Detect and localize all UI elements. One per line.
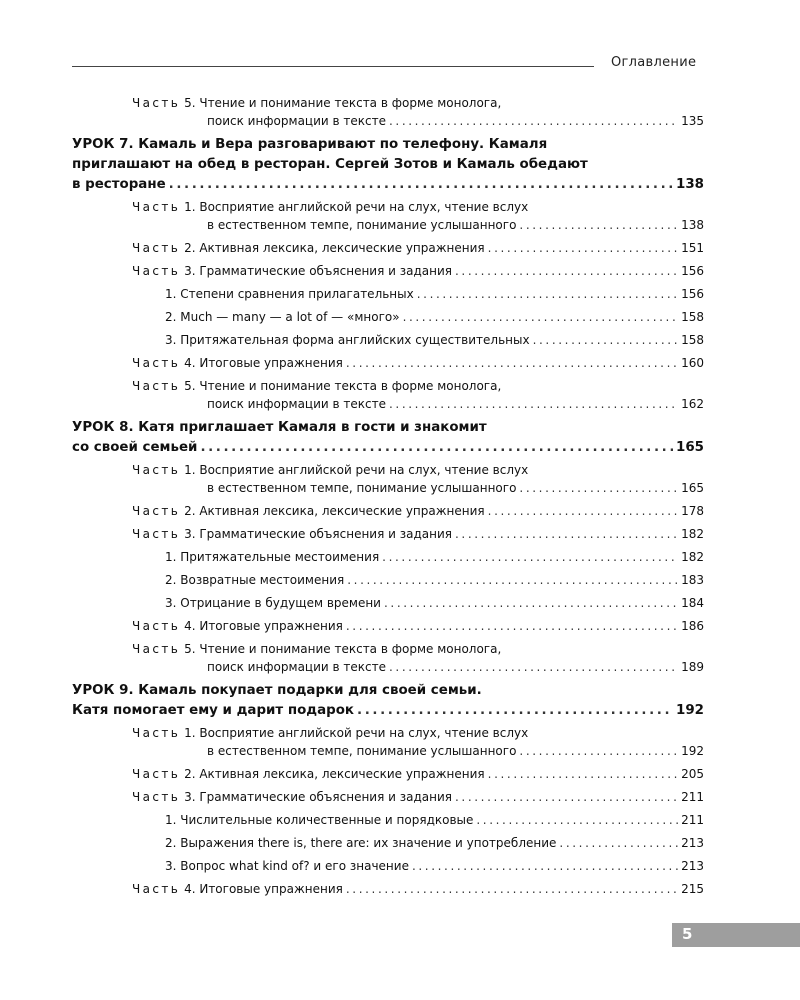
dot-leader [382,548,678,566]
toc-part-entry[interactable] [72,377,704,413]
entry-page-number: 183 [681,573,704,587]
part-prefix-label: Часть [132,96,181,110]
entry-page-number: 205 [681,767,704,781]
entry-title-line: поиск информации в тексте [207,397,386,411]
entry-title-line: 3. Вопрос what kind of? и его значение [165,859,409,873]
entry-title-line: 2. Выражения there is, there are: их значение и употребление [165,836,557,850]
entry-title-line: 1. Восприятие английской речи на слух, чтение вслух [184,726,529,740]
toc-subsection-entry[interactable] [72,548,704,566]
toc-part-entry[interactable] [72,724,704,760]
entry-page-number: 213 [681,836,704,850]
entry-title-line: 1. Восприятие английской речи на слух, чтение вслух [184,200,529,214]
entry-title-line: 3. Грамматические объяснения и задания [184,527,452,541]
entry-page-number: 186 [681,619,704,633]
dot-leader [519,742,678,760]
entry-page-number: 182 [681,550,704,564]
entry-title-line: со своей семьей [72,440,198,455]
page-number: 5 [682,925,693,943]
entry-page-number: 213 [681,859,704,873]
dot-leader [403,308,679,326]
toc-subsection-entry[interactable] [72,571,704,589]
dot-leader [169,175,673,195]
part-prefix-label: Часть [132,264,181,278]
dot-leader [412,857,678,875]
part-prefix-label: Часть [132,504,181,518]
entry-page-number: 160 [681,356,704,370]
entry-title-line: Катя помогает ему и дарит подарок [72,703,355,718]
header-rule [72,66,594,67]
entry-title-line: 3. Притяжательная форма английских существительных [165,333,530,347]
entry-title-line: УРОК 8. Катя приглашает Камаля в гости и знакомит [72,420,487,435]
part-prefix-label: Часть [132,463,181,477]
entry-title-line: в естественном темпе, понимание услышанного [207,744,517,758]
entry-title-line: в естественном темпе, понимание услышанного [207,481,517,495]
entry-page-number: 184 [681,596,704,610]
dot-leader [488,765,678,783]
dot-leader [346,354,678,372]
entry-title-line: приглашают на обед в ресторан. Сергей Зотов и Камаль обедают [72,157,588,172]
toc-subsection-entry[interactable] [72,834,704,852]
dot-leader [417,285,678,303]
entry-page-number: 182 [681,527,704,541]
toc-part-entry[interactable] [72,262,704,280]
toc-part-entry[interactable] [72,765,704,783]
toc-part-entry[interactable] [72,525,704,543]
entry-title-line: 1. Восприятие английской речи на слух, чтение вслух [184,463,529,477]
dot-leader [200,438,673,458]
running-header-title: Оглавление [611,55,697,70]
toc-part-entry[interactable] [72,94,704,130]
part-prefix-label: Часть [132,882,181,896]
dot-leader [559,834,678,852]
toc-part-entry[interactable] [72,880,704,898]
toc-lesson-entry[interactable] [72,135,704,195]
entry-title-line: УРОК 7. Камаль и Вера разговаривают по телефону. Камаля [72,137,548,152]
toc-subsection-entry[interactable] [72,594,704,612]
part-prefix-label: Часть [132,527,181,541]
entry-title-line: 2. Активная лексика, лексические упражнения [184,767,485,781]
entry-title-line: 4. Итоговые упражнения [184,619,343,633]
toc-part-entry[interactable] [72,502,704,520]
part-prefix-label: Часть [132,356,181,370]
dot-leader [389,395,678,413]
entry-page-number: 138 [681,218,704,232]
dot-leader [384,594,678,612]
entry-title-line: 2. Активная лексика, лексические упражнения [184,504,485,518]
dot-leader [346,880,678,898]
entry-page-number: 158 [681,310,704,324]
entry-page-number: 138 [676,177,704,192]
entry-title-line: в ресторане [72,177,166,192]
entry-title-line: УРОК 9. Камаль покупает подарки для своей семьи. [72,683,482,698]
part-prefix-label: Часть [132,642,181,656]
entry-page-number: 192 [676,703,704,718]
entry-title-line: 2. Much — many — a lot of — «много» [165,310,400,324]
entry-page-number: 189 [681,660,704,674]
entry-page-number: 211 [681,813,704,827]
entry-title-line: 1. Притяжательные местоимения [165,550,380,564]
part-prefix-label: Часть [132,767,181,781]
entry-page-number: 156 [681,287,704,301]
part-prefix-label: Часть [132,241,181,255]
toc-subsection-entry[interactable] [72,285,704,303]
dot-leader [519,479,678,497]
toc-part-entry[interactable] [72,788,704,806]
entry-title-line: 2. Возвратные местоимения [165,573,345,587]
entry-page-number: 151 [681,241,704,255]
dot-leader [346,617,678,635]
dot-leader [455,525,678,543]
entry-page-number: 156 [681,264,704,278]
entry-title-line: 3. Грамматические объяснения и задания [184,790,452,804]
dot-leader [455,262,678,280]
entry-title-line: 5. Чтение и понимание текста в форме монолога, [184,642,502,656]
dot-leader [389,658,678,676]
toc-part-entry[interactable] [72,640,704,676]
entry-title-line: 3. Грамматические объяснения и задания [184,264,452,278]
entry-page-number: 165 [676,440,704,455]
entry-title-line: поиск информации в тексте [207,114,386,128]
toc-subsection-entry[interactable] [72,811,704,829]
dot-leader [533,331,679,349]
toc-subsection-entry[interactable] [72,857,704,875]
entry-title-line: 4. Итоговые упражнения [184,356,343,370]
entry-title-line: 2. Активная лексика, лексические упражнения [184,241,485,255]
toc-part-entry[interactable] [72,617,704,635]
toc-part-entry[interactable] [72,461,704,497]
entry-title-line: 3. Отрицание в будущем времени [165,596,381,610]
entry-page-number: 215 [681,882,704,896]
entry-page-number: 211 [681,790,704,804]
dot-leader [347,571,678,589]
part-prefix-label: Часть [132,379,181,393]
dot-leader [488,502,678,520]
entry-title-line: в естественном темпе, понимание услышанного [207,218,517,232]
entry-page-number: 135 [681,114,704,128]
entry-page-number: 178 [681,504,704,518]
table-of-contents [72,94,704,903]
part-prefix-label: Часть [132,790,181,804]
toc-subsection-entry[interactable] [72,308,704,326]
entry-title-line: 4. Итоговые упражнения [184,882,343,896]
dot-leader [389,112,678,130]
part-prefix-label: Часть [132,726,181,740]
entry-title-line: 5. Чтение и понимание текста в форме монолога, [184,379,502,393]
toc-subsection-entry[interactable] [72,331,704,349]
toc-part-entry[interactable] [72,198,704,234]
part-prefix-label: Часть [132,619,181,633]
toc-lesson-entry[interactable] [72,418,704,458]
dot-leader [488,239,678,257]
page-number-tab [672,923,800,947]
toc-part-entry[interactable] [72,354,704,372]
entry-page-number: 165 [681,481,704,495]
dot-leader [455,788,678,806]
part-prefix-label: Часть [132,200,181,214]
toc-lesson-entry[interactable] [72,681,704,721]
toc-part-entry[interactable] [72,239,704,257]
dot-leader [357,701,673,721]
entry-page-number: 158 [681,333,704,347]
entry-title-line: 5. Чтение и понимание текста в форме монолога, [184,96,502,110]
entry-page-number: 162 [681,397,704,411]
entry-title-line: 1. Степени сравнения прилагательных [165,287,414,301]
entry-title-line: поиск информации в тексте [207,660,386,674]
entry-title-line: 1. Числительные количественные и порядковые [165,813,474,827]
entry-page-number: 192 [681,744,704,758]
dot-leader [476,811,678,829]
dot-leader [519,216,678,234]
